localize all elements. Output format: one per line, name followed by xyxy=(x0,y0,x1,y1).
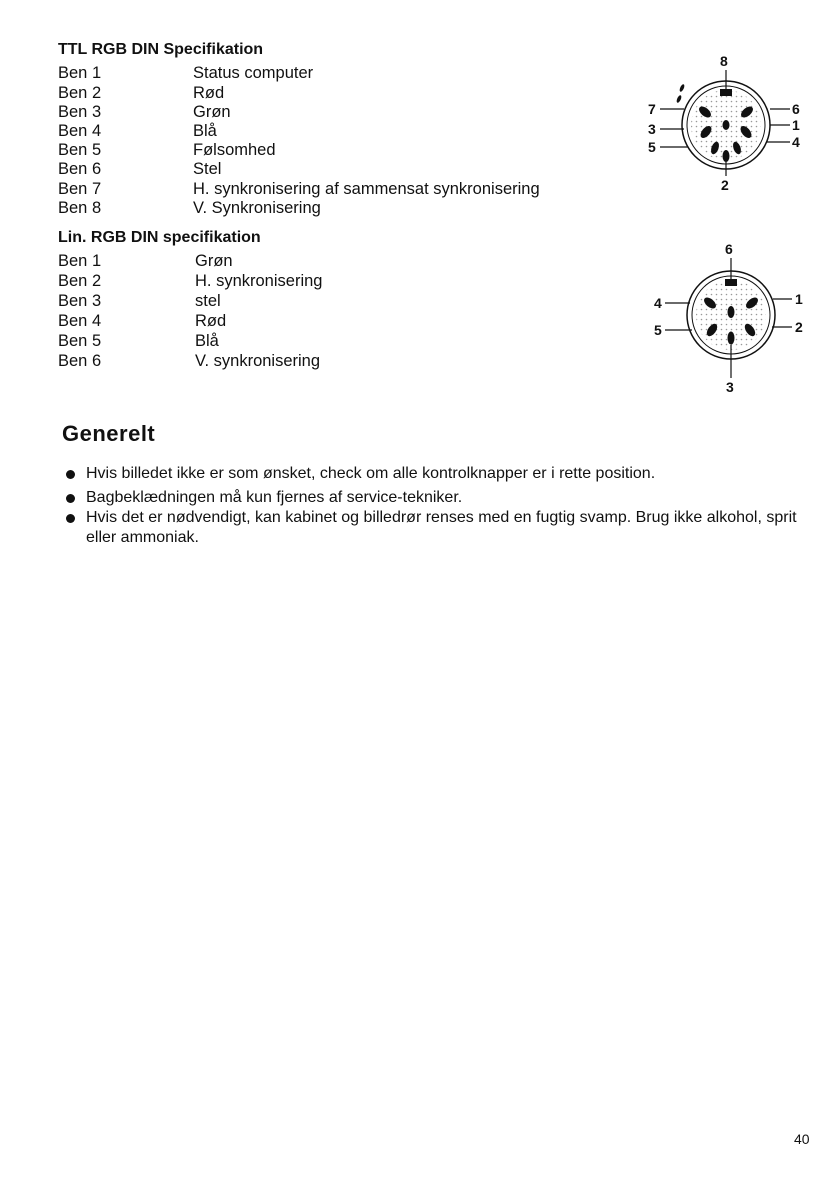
pin-desc: Grøn xyxy=(195,252,233,270)
ttl-8pin-din-connector-diagram xyxy=(640,50,810,200)
pin-name: Ben 8 xyxy=(58,199,102,217)
pin-label-4: 4 xyxy=(654,295,662,311)
page-number: 40 xyxy=(794,1131,810,1147)
pin-label-5: 5 xyxy=(654,322,662,338)
pin-label-2: 2 xyxy=(721,177,729,193)
pin-label-5: 5 xyxy=(648,139,656,155)
pin-name: Ben 2 xyxy=(58,84,102,102)
pin-name: Ben 3 xyxy=(58,292,102,310)
pin-desc: stel xyxy=(195,292,221,310)
pin-name: Ben 4 xyxy=(58,312,102,330)
pin-name: Ben 3 xyxy=(58,103,102,121)
pin-desc: V. synkronisering xyxy=(195,352,321,370)
pin-name: Ben 6 xyxy=(58,160,102,178)
ttl-heading: TTL RGB DIN Specifikation xyxy=(58,41,264,58)
pin-name: Ben 1 xyxy=(58,64,102,82)
bullet-text: Hvis billedet ikke er som ønsket, check om alle kontrolknapper er i rette position. xyxy=(86,465,656,482)
pin-label-3: 3 xyxy=(726,379,734,395)
pin-name: Ben 4 xyxy=(58,122,102,140)
pin-desc: Grøn xyxy=(193,103,231,121)
pin-label-8: 8 xyxy=(720,53,728,69)
bullet-icon xyxy=(66,514,75,523)
generelt-title: Generelt xyxy=(62,421,156,446)
pin-desc: Status computer xyxy=(193,64,314,82)
lin-6pin-din-connector-diagram xyxy=(640,238,810,398)
pin-name: Ben 7 xyxy=(58,180,102,198)
pin-desc: Rød xyxy=(195,312,227,330)
bullet-icon xyxy=(66,494,75,503)
pin-label-3: 3 xyxy=(648,121,656,137)
pin-desc: Blå xyxy=(193,122,217,140)
pin-label-7: 7 xyxy=(648,101,656,117)
pin-desc: Blå xyxy=(195,332,219,350)
pin-desc: V. Synkronisering xyxy=(193,199,321,217)
pin-label-6: 6 xyxy=(792,101,800,117)
pin-desc: Rød xyxy=(193,84,225,102)
pin-label-4: 4 xyxy=(792,134,800,150)
pin-name: Ben 5 xyxy=(58,332,102,350)
pin-name: Ben 5 xyxy=(58,141,102,159)
pin-name: Ben 1 xyxy=(58,252,102,270)
lin-heading: Lin. RGB DIN specifikation xyxy=(58,229,261,246)
pin-label-2: 2 xyxy=(795,319,803,335)
pin-desc: H. synkronisering af sammensat synkronisering xyxy=(193,180,540,198)
pin-name: Ben 2 xyxy=(58,272,102,290)
pin-label-1: 1 xyxy=(792,117,800,133)
pin-name: Ben 6 xyxy=(58,352,102,370)
pin-desc: Stel xyxy=(193,160,222,178)
pin-label-6: 6 xyxy=(725,241,733,257)
bullet-text: Bagbeklædningen må kun fjernes af service-tekniker. xyxy=(86,489,463,506)
pin-desc: H. synkronisering xyxy=(195,272,323,290)
pin-label-1: 1 xyxy=(795,291,803,307)
bullet-text: Hvis det er nødvendigt, kan kabinet og billedrør renses med en fugtig svamp. Brug ikke alkohol, sprit eller ammoniak. xyxy=(86,509,797,546)
pin-desc: Følsomhed xyxy=(193,141,276,159)
bullet-icon xyxy=(66,470,75,479)
